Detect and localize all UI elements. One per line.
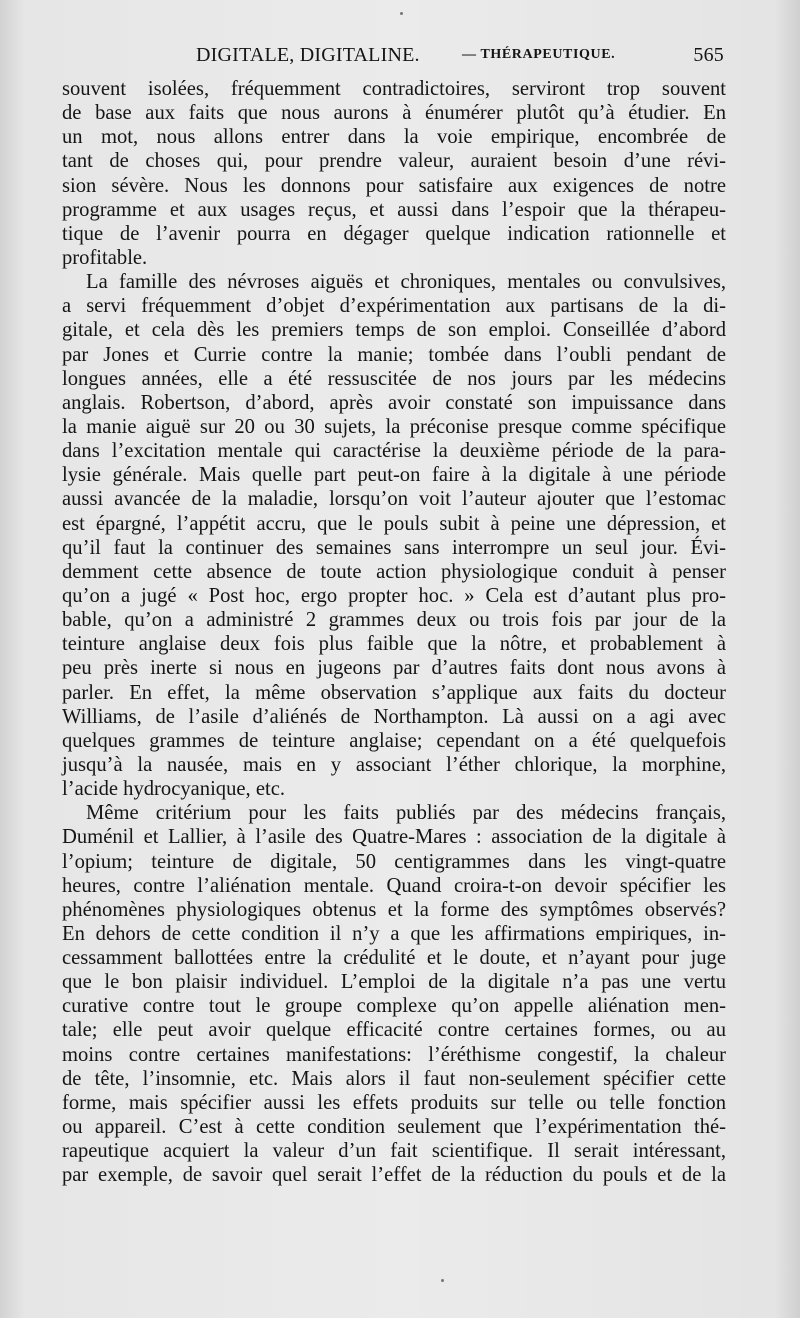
- running-header: [196, 44, 724, 74]
- text-line: tale; elle peut avoir quelque efficacité contre certaines formes, ou au: [62, 1019, 726, 1042]
- header-section: — THÉRAPEUTIQUE.: [462, 47, 616, 62]
- text-line: que le bon plaisir individuel. L’emploi de la digitale n’a pas une vertu: [62, 971, 726, 994]
- text-line: un mot, nous allons entrer dans la voie empirique, encombrée de: [62, 126, 726, 149]
- text-line: qu’on a jugé « Post hoc, ergo propter hoc. » Cela est d’autant plus pro-: [62, 584, 726, 607]
- body-text: [62, 77, 726, 1187]
- text-line: la manie aiguë sur 20 ou 30 sujets, la préconise presque comme spécifique: [62, 415, 726, 438]
- text-line: gitale, et cela dès les premiers temps de son emploi. Conseillée d’abord: [62, 319, 726, 342]
- text-line: a servi fréquemment d’objet d’expérimentation aux partisans de la di-: [62, 295, 726, 318]
- text-line: de base aux faits que nous aurons à énumérer plutôt qu’à étudier. En: [62, 102, 726, 125]
- text-line: bable, qu’on a administré 2 grammes deux ou trois fois par jour de la: [62, 609, 726, 632]
- text-line: moins contre certaines manifestations: l’éréthisme congestif, la chaleur: [62, 1043, 726, 1066]
- text-line: demment cette absence de toute action physiologique conduit à penser: [62, 560, 726, 583]
- text-line: par Jones et Currie contre la manie; tombée dans l’oubli pendant de: [62, 343, 726, 366]
- text-line: jusqu’à la nausée, mais en y associant l’éther chlorique, la morphine,: [62, 753, 726, 776]
- text-line: teinture anglaise deux fois plus faible que la nôtre, et probablement à: [62, 633, 726, 656]
- text-line: Williams, de l’asile d’aliénés de Northampton. Là aussi on a agi avec: [62, 705, 726, 728]
- paper-speck: [400, 12, 403, 15]
- text-line: anglais. Robertson, d’abord, après avoir constaté son impuissance dans: [62, 391, 726, 414]
- text-line: phénomènes physiologiques obtenus et la forme des symptômes observés?: [62, 898, 726, 921]
- text-line: est épargné, l’appétit accru, que le pouls subit à peine une dépression, et: [62, 512, 726, 535]
- header-title: DIGITALE, DIGITALINE.: [196, 44, 420, 66]
- text-line: qu’il faut la continuer des semaines sans interrompre un seul jour. Évi-: [62, 536, 726, 559]
- text-line: curative contre tout le groupe complexe qu’on appelle aliénation men-: [62, 995, 726, 1018]
- text-line: Duménil et Lallier, à l’asile des Quatre-Mares : association de la digitale à: [62, 826, 726, 849]
- text-line: programme et aux usages reçus, et aussi dans l’espoir que la thérapeu-: [62, 198, 726, 221]
- text-line: souvent isolées, fréquemment contradictoires, serviront trop souvent: [62, 78, 726, 100]
- text-line: parler. En effet, la même observation s’applique aux faits du docteur: [62, 681, 726, 704]
- text-line: longues années, elle a été ressuscitée de nos jours par les médecins: [62, 367, 726, 390]
- text-line: dans l’excitation mentale qui caractérise la deuxième période de la para-: [62, 440, 726, 463]
- text-line: heures, contre l’aliénation mentale. Quand croira-t-on devoir spécifier les: [62, 874, 726, 897]
- text-line: de tête, l’insomnie, etc. Mais alors il faut non-seulement spécifier cette: [62, 1067, 726, 1090]
- text-line: lysie générale. Mais quelle part peut-on faire à la digitale à une période: [62, 464, 726, 487]
- text-line: l’opium; teinture de digitale, 50 centigrammes dans les vingt-quatre: [62, 850, 726, 873]
- text-line: profitable.: [62, 246, 148, 269]
- text-line: La famille des névroses aiguës et chroniques, mentales ou convulsives,: [86, 271, 726, 294]
- text-line: En dehors de cette condition il n’y a que les affirmations empiriques, in-: [62, 922, 726, 945]
- text-line: tique de l’avenir pourra en dégager quelque indication rationnelle et: [62, 222, 726, 245]
- text-line: rapeutique acquiert la valeur d’un fait scientifique. Il serait intéressant,: [62, 1140, 726, 1163]
- text-line: forme, mais spécifier aussi les effets produits sur telle ou telle fonction: [62, 1091, 726, 1114]
- text-line: quelques grammes de teinture anglaise; cependant on a été quelquefois: [62, 729, 726, 752]
- text-line: par exemple, de savoir quel serait l’effet de la réduction du pouls et de la: [62, 1164, 726, 1187]
- text-line: aussi avancée de la maladie, lorsqu’on voit l’auteur ajouter que l’estomac: [62, 488, 726, 511]
- text-line: Même critérium pour les faits publiés par des médecins français,: [86, 802, 726, 825]
- text-line: l’acide hydrocyanique, etc.: [62, 778, 285, 801]
- text-line: peu près inerte si nous en jugeons par d’autres faits dont nous avons à: [62, 657, 726, 680]
- text-line: tant de choses qui, pour prendre valeur, auraient besoin d’une révi-: [62, 150, 726, 173]
- page-number: 565: [693, 44, 724, 66]
- text-line: sion sévère. Nous les donnons pour satisfaire aux exigences de notre: [62, 174, 726, 197]
- text-line: ou appareil. C’est à cette condition seulement que l’expérimentation thé-: [62, 1116, 726, 1139]
- text-line: cessamment ballottées entre la crédulité et le doute, et n’ayant pour juge: [62, 947, 726, 970]
- paper-speck: [441, 1279, 444, 1282]
